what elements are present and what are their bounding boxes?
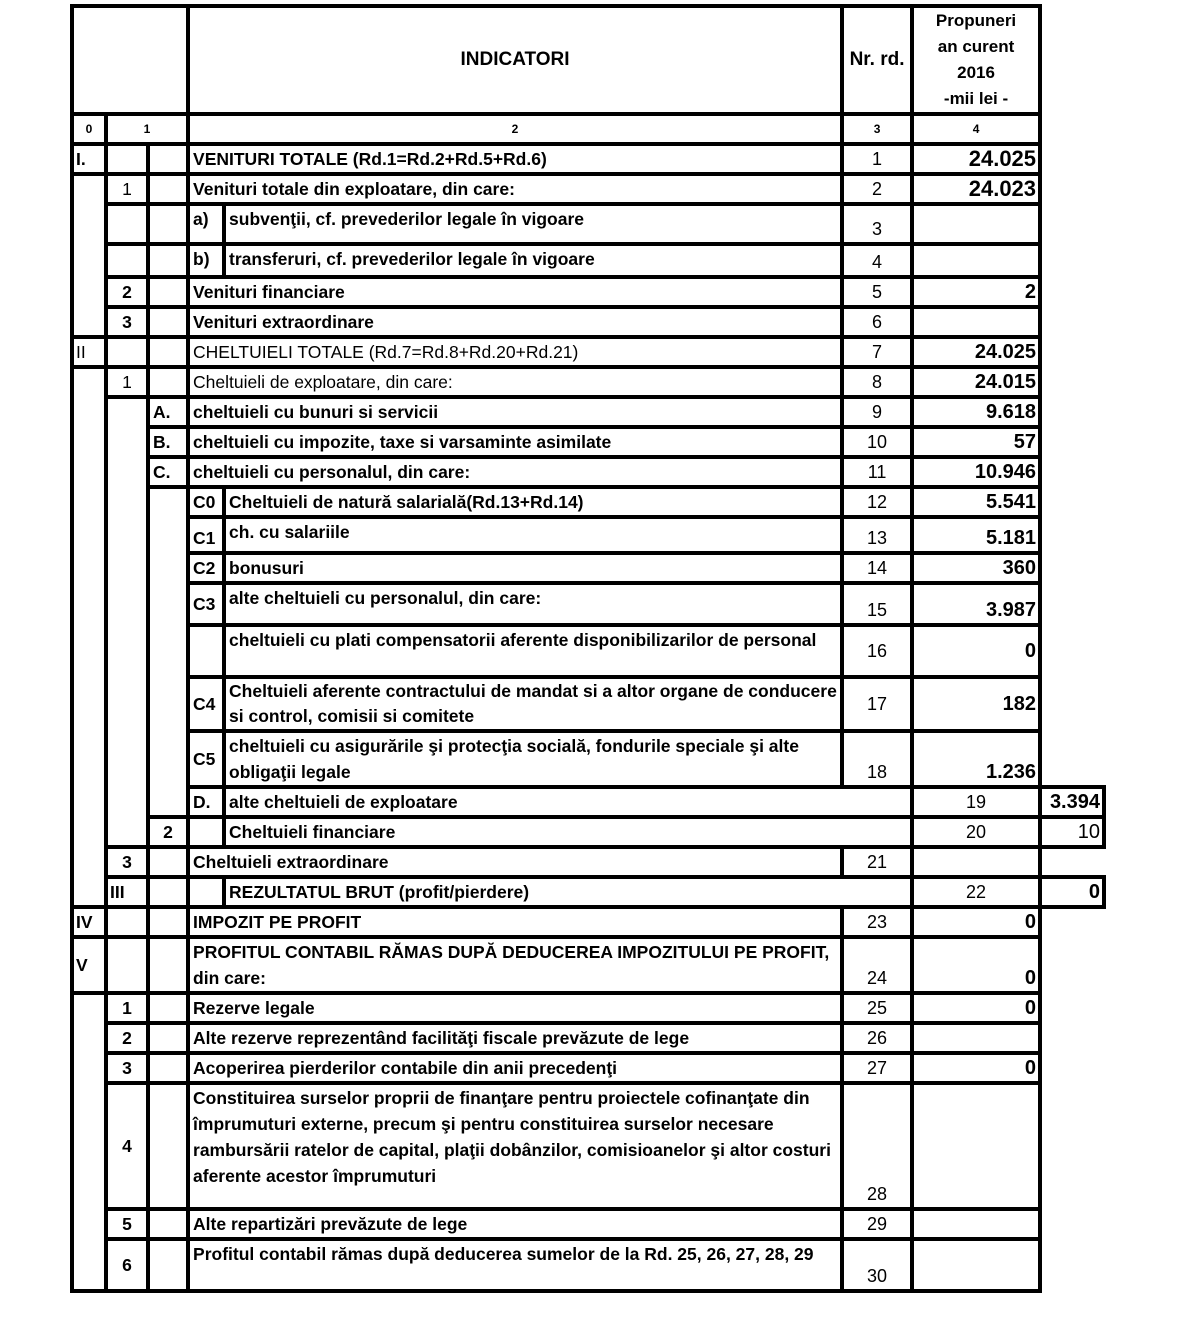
- row-value: [912, 204, 1040, 244]
- level1-cell: [106, 204, 148, 244]
- row-number: 1: [842, 144, 912, 174]
- table-row: [72, 817, 1104, 847]
- indicator-label: alte cheltuieli cu personalul, din care:: [224, 583, 842, 625]
- budget-indicators-table: [70, 4, 1106, 1293]
- table-row: [72, 1083, 1104, 1209]
- row-number: 19: [912, 787, 1040, 817]
- indicator-label: bonusuri: [224, 553, 842, 583]
- table-row: [72, 337, 1104, 367]
- level2-cell: [148, 204, 188, 244]
- column-index-4: 4: [912, 114, 1040, 144]
- table-row: [72, 397, 1104, 427]
- level2-cell: [188, 817, 224, 847]
- row-number: 7: [842, 337, 912, 367]
- roman-numeral: V: [72, 937, 106, 993]
- roman-numeral: III: [106, 877, 148, 907]
- level2-cell: [148, 1053, 188, 1083]
- table-row: [72, 993, 1104, 1023]
- indicator-label: Cheltuieli financiare: [224, 817, 912, 847]
- header-blank-cell: [72, 6, 188, 114]
- level2-cell: [188, 877, 224, 907]
- header-proposal-line-3: 2016: [957, 63, 995, 82]
- level2-cell: [148, 1023, 188, 1053]
- header-proposal-line-1: Propuneri: [935, 11, 1017, 30]
- row-value: 1.236: [912, 731, 1040, 787]
- level2-cell: [148, 1209, 188, 1239]
- row-value: 3.394: [1040, 787, 1104, 817]
- table-row: [72, 847, 1104, 877]
- row-value: 24.025: [912, 337, 1040, 367]
- header-proposal-line-2: an curent: [937, 37, 1015, 56]
- level1-number: 5: [106, 1209, 148, 1239]
- level1-number: 3: [106, 1053, 148, 1083]
- table-row: [72, 457, 1104, 487]
- row-value: 9.618: [912, 397, 1040, 427]
- level1-number: 3: [106, 307, 148, 337]
- table-header-row: [72, 6, 1104, 114]
- level1-number: 1: [106, 367, 148, 397]
- sub-letter: A.: [148, 397, 188, 427]
- table-row: [72, 877, 1104, 907]
- indicator-label: Alte rezerve reprezentând facilităţi fiscale prevăzute de lege: [188, 1023, 842, 1053]
- column-index-2: 2: [188, 114, 842, 144]
- sub-letter-span-cell: [148, 487, 188, 817]
- table-row: [72, 144, 1104, 174]
- table-row: [72, 367, 1104, 397]
- table-row: [72, 1209, 1104, 1239]
- row-number: 6: [842, 307, 912, 337]
- row-number: 11: [842, 457, 912, 487]
- level2-cell: [148, 847, 188, 877]
- row-value: 360: [912, 553, 1040, 583]
- level2-cell: [148, 244, 188, 277]
- subitem-code: [188, 625, 224, 677]
- indicator-label: cheltuieli cu asigurările şi protecţia socială, fondurile speciale şi alte obligaţii legale: [224, 731, 842, 787]
- row-number: 9: [842, 397, 912, 427]
- roman-span-cell: [72, 367, 106, 907]
- table-row: [72, 174, 1104, 204]
- row-number: 20: [912, 817, 1040, 847]
- row-number: 29: [842, 1209, 912, 1239]
- row-number: 23: [842, 907, 912, 937]
- row-value: 2: [912, 277, 1040, 307]
- sub-letter: B.: [148, 427, 188, 457]
- table-row: [72, 1023, 1104, 1053]
- column-index-0: 0: [72, 114, 106, 144]
- subitem-code: C5: [188, 731, 224, 787]
- row-value: [912, 307, 1040, 337]
- row-value: 0: [912, 937, 1040, 993]
- header-proposal: [912, 6, 1040, 114]
- row-value: [912, 244, 1040, 277]
- row-value: 0: [1040, 877, 1104, 907]
- sub-letter: b): [188, 244, 224, 277]
- row-number: 24: [842, 937, 912, 993]
- indicator-label: transferuri, cf. prevederilor legale în vigoare: [224, 244, 842, 277]
- row-value: [912, 847, 1040, 877]
- table-row: [72, 487, 1104, 517]
- indicator-label: IMPOZIT PE PROFIT: [188, 907, 842, 937]
- indicator-label: ch. cu salariile: [224, 517, 842, 553]
- row-number: 22: [912, 877, 1040, 907]
- indicator-label: VENITURI TOTALE (Rd.1=Rd.2+Rd.5+Rd.6): [188, 144, 842, 174]
- table-row: [72, 787, 1104, 817]
- table-row: [72, 907, 1104, 937]
- row-number: 2: [842, 174, 912, 204]
- column-index-row: [72, 114, 1104, 144]
- row-value: 0: [912, 625, 1040, 677]
- row-value: 5.541: [912, 487, 1040, 517]
- level2-cell: [148, 367, 188, 397]
- table-row: [72, 1239, 1104, 1291]
- row-value: 5.181: [912, 517, 1040, 553]
- indicator-label: Profitul contabil rămas după deducerea sumelor de la Rd. 25, 26, 27, 28, 29: [188, 1239, 842, 1291]
- level2-cell: [148, 337, 188, 367]
- indicator-label: Cheltuieli de exploatare, din care:: [188, 367, 842, 397]
- indicator-label: Cheltuieli extraordinare: [188, 847, 842, 877]
- row-value: 10.946: [912, 457, 1040, 487]
- row-number: 4: [842, 244, 912, 277]
- row-value: 24.025: [912, 144, 1040, 174]
- level1-number: 3: [106, 847, 148, 877]
- row-number: 30: [842, 1239, 912, 1291]
- roman-span-cell: [72, 174, 106, 337]
- level1-cell: [106, 937, 148, 993]
- row-number: 3: [842, 204, 912, 244]
- level2-cell: [148, 1083, 188, 1209]
- table-row: [72, 427, 1104, 457]
- row-number: 17: [842, 677, 912, 731]
- column-index-3: 3: [842, 114, 912, 144]
- indicator-label: Cheltuieli de natură salarială(Rd.13+Rd.14): [224, 487, 842, 517]
- row-number: 14: [842, 553, 912, 583]
- table-row: [72, 1053, 1104, 1083]
- subitem-code: C2: [188, 553, 224, 583]
- indicator-label: Cheltuieli aferente contractului de mandat si a altor organe de conducere si control, comisii si comitete: [224, 677, 842, 731]
- row-value: 182: [912, 677, 1040, 731]
- row-number: 28: [842, 1083, 912, 1209]
- roman-numeral: I.: [72, 144, 106, 174]
- table-row: [72, 244, 1104, 277]
- subitem-code: C3: [188, 583, 224, 625]
- roman-span-cell: [72, 993, 106, 1291]
- level1-number: 4: [106, 1083, 148, 1209]
- header-proposal-line-4: -mii lei -: [943, 89, 1009, 108]
- subitem-code: C0: [188, 487, 224, 517]
- header-indicators: INDICATORI: [188, 6, 842, 114]
- row-number: 13: [842, 517, 912, 553]
- indicator-label: CHELTUIELI TOTALE (Rd.7=Rd.8+Rd.20+Rd.21): [188, 337, 842, 367]
- table-row: [72, 583, 1104, 625]
- level1-cell: [106, 337, 148, 367]
- level1-number: 1: [106, 174, 148, 204]
- level2-cell: [148, 907, 188, 937]
- indicator-label: subvenţii, cf. prevederilor legale în vigoare: [224, 204, 842, 244]
- roman-numeral: IV: [72, 907, 106, 937]
- table-row: [72, 625, 1104, 677]
- row-value: 3.987: [912, 583, 1040, 625]
- level2-cell: [148, 1239, 188, 1291]
- sub-letter: C.: [148, 457, 188, 487]
- row-value: 24.015: [912, 367, 1040, 397]
- indicator-label: Acoperirea pierderilor contabile din anii precedenţi: [188, 1053, 842, 1083]
- table-row: [72, 277, 1104, 307]
- roman-numeral: II: [72, 337, 106, 367]
- row-value: 57: [912, 427, 1040, 457]
- row-number: 15: [842, 583, 912, 625]
- subitem-code: C4: [188, 677, 224, 731]
- level1-cell: [106, 144, 148, 174]
- indicator-label: Constituirea surselor proprii de finanţare pentru proiectele cofinanţate din împrumuturi externe, precum şi pentru constituirea surselor necesare rambursării ratelor de capital, plaţii dobânzilor, comisioanelor şi altor costuri aferente acestor împrumuturi: [188, 1083, 842, 1209]
- indicator-label: Venituri financiare: [188, 277, 842, 307]
- row-number: 25: [842, 993, 912, 1023]
- row-value: [912, 1083, 1040, 1209]
- table-row: [72, 517, 1104, 553]
- level1-cell: [106, 244, 148, 277]
- row-value: 24.023: [912, 174, 1040, 204]
- row-number: 8: [842, 367, 912, 397]
- column-index-1: 1: [106, 114, 188, 144]
- indicator-label: Rezerve legale: [188, 993, 842, 1023]
- level1-cell: [106, 907, 148, 937]
- table-row: [72, 204, 1104, 244]
- row-value: 0: [912, 1053, 1040, 1083]
- level1-number: 1: [106, 993, 148, 1023]
- indicator-label: alte cheltuieli de exploatare: [224, 787, 912, 817]
- row-value: [912, 1239, 1040, 1291]
- level1-cell: [148, 877, 188, 907]
- row-number: 21: [842, 847, 912, 877]
- indicator-label: cheltuieli cu bunuri si servicii: [188, 397, 842, 427]
- level1-number: 2: [106, 277, 148, 307]
- level1-number: 2: [148, 817, 188, 847]
- row-value: [912, 1209, 1040, 1239]
- indicator-label: Venituri extraordinare: [188, 307, 842, 337]
- indicator-label: Venituri totale din exploatare, din care:: [188, 174, 842, 204]
- row-number: 10: [842, 427, 912, 457]
- level1-number: 6: [106, 1239, 148, 1291]
- row-value: 10: [1040, 817, 1104, 847]
- indicator-label: PROFITUL CONTABIL RĂMAS DUPĂ DEDUCEREA IMPOZITULUI PE PROFIT, din care:: [188, 937, 842, 993]
- row-number: 27: [842, 1053, 912, 1083]
- table-row: [72, 307, 1104, 337]
- row-number: 12: [842, 487, 912, 517]
- row-value: [912, 1023, 1040, 1053]
- indicator-label: Alte repartizări prevăzute de lege: [188, 1209, 842, 1239]
- row-number: 5: [842, 277, 912, 307]
- sub-letter: a): [188, 204, 224, 244]
- level1-span-cell: [106, 397, 148, 847]
- indicator-label: cheltuieli cu personalul, din care:: [188, 457, 842, 487]
- level2-cell: [148, 937, 188, 993]
- sub-letter: D.: [188, 787, 224, 817]
- table-row: [72, 937, 1104, 993]
- level2-cell: [148, 174, 188, 204]
- indicator-label: REZULTATUL BRUT (profit/pierdere): [224, 877, 912, 907]
- row-number: 26: [842, 1023, 912, 1053]
- table-row: [72, 677, 1104, 731]
- row-value: 0: [912, 993, 1040, 1023]
- level2-cell: [148, 993, 188, 1023]
- level2-cell: [148, 307, 188, 337]
- level2-cell: [148, 277, 188, 307]
- level1-number: 2: [106, 1023, 148, 1053]
- table-row: [72, 731, 1104, 787]
- table-row: [72, 553, 1104, 583]
- row-number: 18: [842, 731, 912, 787]
- row-number: 16: [842, 625, 912, 677]
- header-row-number: Nr. rd.: [842, 6, 912, 114]
- indicator-label: cheltuieli cu impozite, taxe si varsaminte asimilate: [188, 427, 842, 457]
- level2-cell: [148, 144, 188, 174]
- row-value: 0: [912, 907, 1040, 937]
- subitem-code: C1: [188, 517, 224, 553]
- indicator-label: cheltuieli cu plati compensatorii aferente disponibilizarilor de personal: [224, 625, 842, 677]
